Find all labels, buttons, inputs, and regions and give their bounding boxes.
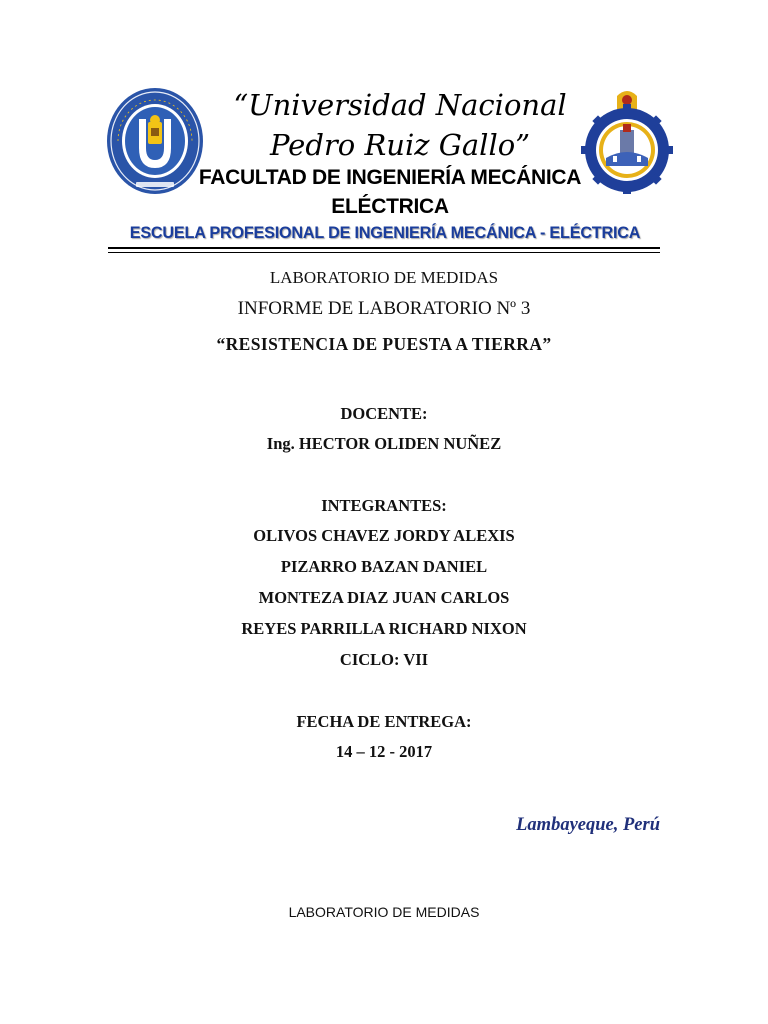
page-footer: LABORATORIO DE MEDIDAS (288, 904, 480, 920)
university-name-line1: “Universidad Nacional (233, 88, 567, 122)
member-name: PIZARRO BAZAN DANIEL (280, 557, 488, 576)
report-number: INFORME DE LABORATORIO Nº 3 (237, 298, 531, 319)
university-name-line2: Pedro Ruiz Gallo” (269, 128, 531, 162)
due-date-label: FECHA DE ENTREGA: (296, 712, 472, 731)
teacher-name: Ing. HECTOR OLIDEN NUÑEZ (266, 434, 502, 453)
header-divider-thin (108, 252, 660, 253)
lab-name: LABORATORIO DE MEDIDAS (269, 268, 499, 287)
due-date: 14 – 12 - 2017 (335, 742, 433, 761)
member-name: MONTEZA DIAZ JUAN CARLOS (258, 588, 510, 607)
header-divider (108, 247, 660, 249)
teacher-label: DOCENTE: (340, 404, 428, 423)
member-name: REYES PARRILLA RICHARD NIXON (241, 619, 527, 638)
school-name: ESCUELA PROFESIONAL DE INGENIERÍA MECÁNICA - ELÉCTRICA (129, 224, 641, 242)
cycle: CICLO: VII (339, 650, 429, 669)
faculty-name-line1: FACULTAD DE INGENIERÍA MECÁNICA (198, 166, 582, 189)
member-name: OLIVOS CHAVEZ JORDY ALEXIS (253, 526, 515, 545)
members-label: INTEGRANTES: (321, 496, 447, 515)
place: Lambayeque, Perú (516, 815, 660, 835)
report-topic: “RESISTENCIA DE PUESTA A TIERRA” (216, 334, 552, 354)
faculty-name-line2: ELÉCTRICA (331, 195, 449, 218)
